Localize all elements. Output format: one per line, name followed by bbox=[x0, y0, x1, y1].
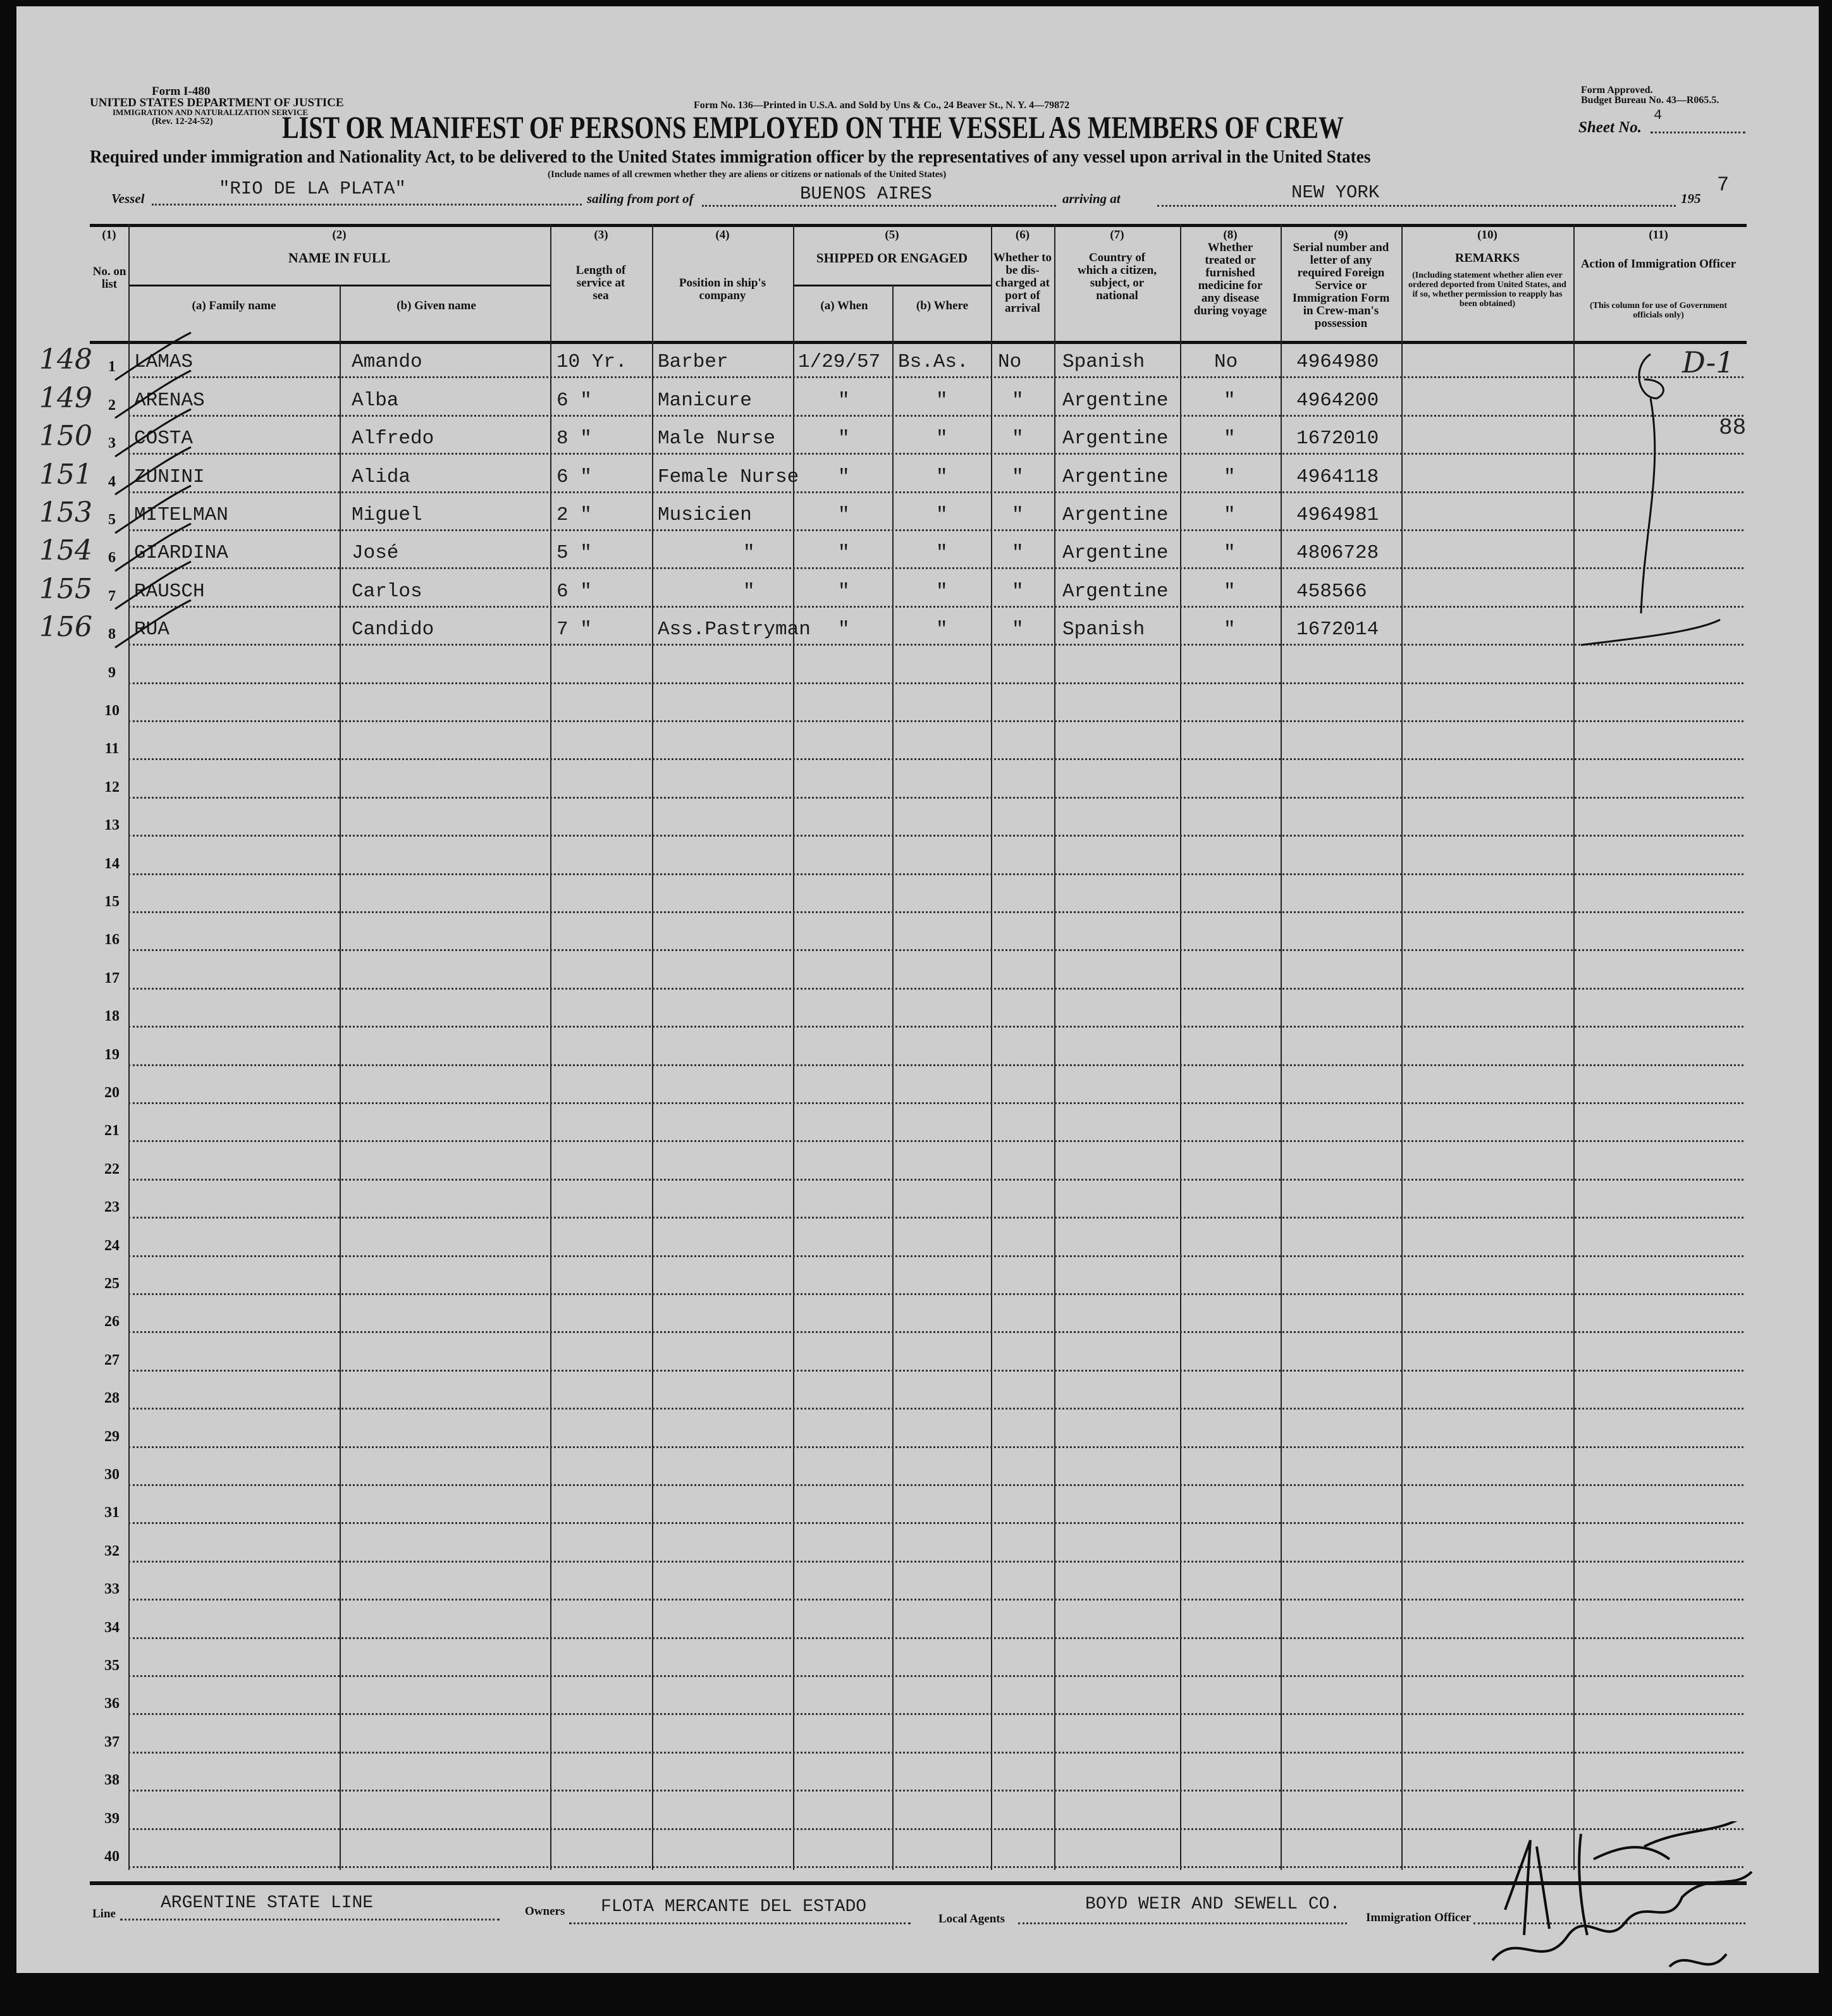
position: Barber bbox=[658, 351, 728, 374]
shipped-where: " bbox=[936, 542, 948, 565]
line-number: 33 bbox=[104, 1581, 120, 1598]
position: " bbox=[743, 542, 755, 565]
col10-header: REMARKS bbox=[1454, 251, 1520, 265]
shipped-where: " bbox=[936, 503, 948, 526]
line-value: ARGENTINE STATE LINE bbox=[161, 1893, 374, 1913]
family-name: MITELMAN bbox=[134, 503, 228, 526]
handwritten-crew-number: 149 bbox=[39, 381, 92, 414]
col11-note: (This column for use of Government officials only) bbox=[1589, 301, 1728, 320]
arrival-port: NEW YORK bbox=[1291, 182, 1380, 203]
line-number: 31 bbox=[104, 1504, 120, 1521]
serial-number: 4964981 bbox=[1296, 503, 1379, 526]
row-dotted-line bbox=[128, 988, 1743, 990]
handwritten-crew-number: 153 bbox=[39, 496, 92, 529]
shipped-when: " bbox=[838, 503, 850, 526]
length-of-service: 10 Yr. bbox=[556, 351, 627, 374]
line-number: 9 bbox=[108, 664, 116, 681]
col6-header: Whether to be dis-charged at port of arrival bbox=[993, 251, 1052, 315]
country: Argentine bbox=[1062, 389, 1169, 412]
row-dotted-line bbox=[128, 1140, 1743, 1142]
col3-number: (3) bbox=[594, 228, 608, 242]
medicine: " bbox=[1224, 618, 1236, 641]
row-dotted-line bbox=[128, 1790, 1743, 1792]
shipped-when: " bbox=[838, 580, 850, 603]
shipped-when: " bbox=[838, 465, 850, 488]
line-number: 24 bbox=[104, 1237, 120, 1254]
shipped-when: " bbox=[838, 427, 850, 450]
line-number: 35 bbox=[104, 1657, 120, 1674]
country: Argentine bbox=[1062, 580, 1169, 603]
row-dotted-line bbox=[128, 1370, 1743, 1372]
row-dotted-line bbox=[128, 1179, 1743, 1181]
officer-label: Immigration Officer bbox=[1366, 1911, 1472, 1924]
family-name: ZUNINI bbox=[134, 465, 205, 488]
family-name: RAUSCH bbox=[134, 580, 205, 603]
shipped-when: " bbox=[838, 618, 850, 641]
length-of-service: 2 " bbox=[556, 503, 592, 526]
form-number: Form I-480 bbox=[152, 85, 211, 98]
given-name: Alida bbox=[352, 465, 411, 488]
col1-header: No. on list bbox=[92, 265, 126, 291]
row-dotted-line bbox=[128, 1637, 1743, 1639]
row-dotted-line bbox=[128, 1522, 1743, 1524]
table-row bbox=[39, 419, 1743, 457]
col5b-header: (b) Where bbox=[916, 299, 969, 312]
table-row bbox=[39, 610, 1743, 648]
col2b-header: (b) Given name bbox=[397, 299, 476, 312]
line-number: 5 bbox=[108, 512, 116, 528]
line-number: 19 bbox=[104, 1046, 120, 1063]
row-dotted-line bbox=[128, 797, 1743, 799]
col2-header: NAME IN FULL bbox=[288, 250, 391, 266]
table-row bbox=[39, 495, 1743, 533]
serial-number: 4964980 bbox=[1296, 351, 1379, 374]
agents-underline bbox=[1018, 1922, 1347, 1924]
line-number: 21 bbox=[104, 1122, 120, 1140]
medicine: " bbox=[1224, 465, 1236, 488]
line-number: 40 bbox=[104, 1848, 120, 1865]
line-number: 12 bbox=[104, 778, 120, 796]
col7-number: (7) bbox=[1110, 228, 1124, 242]
row-dotted-line bbox=[128, 1102, 1743, 1104]
discharge: " bbox=[1012, 618, 1024, 641]
col9-number: (9) bbox=[1334, 228, 1348, 242]
row-dotted-line bbox=[128, 720, 1743, 722]
line-number: 30 bbox=[104, 1466, 120, 1483]
officer-mark: D-1 bbox=[1682, 345, 1735, 379]
country: Spanish bbox=[1062, 618, 1145, 641]
col4-number: (4) bbox=[715, 228, 730, 242]
row-dotted-line bbox=[128, 1713, 1743, 1715]
shipped-when: " bbox=[838, 389, 850, 412]
owners-value: FLOTA MERCANTE DEL ESTADO bbox=[601, 1897, 867, 1917]
line-number: 16 bbox=[104, 931, 120, 949]
service: IMMIGRATION AND NATURALIZATION SERVICE bbox=[113, 108, 309, 117]
table-row bbox=[39, 533, 1743, 571]
line-number: 11 bbox=[104, 741, 120, 758]
col11-number: (11) bbox=[1649, 228, 1668, 242]
serial-number: 4964200 bbox=[1296, 389, 1379, 412]
handwritten-crew-number: 150 bbox=[39, 420, 92, 453]
line-number: 10 bbox=[104, 703, 120, 719]
row-dotted-line bbox=[128, 758, 1743, 760]
handwritten-crew-number: 154 bbox=[39, 534, 92, 567]
table-row bbox=[39, 380, 1743, 418]
line-number: 22 bbox=[104, 1160, 120, 1177]
budget-bureau: Budget Bureau No. 43—R065.5. bbox=[1581, 95, 1719, 106]
officer-signature bbox=[1480, 1821, 1809, 1998]
printer-note: Form No. 136—Printed in U.S.A. and Sold by Uns & Co., 24 Beaver St., N. Y. 4—79872 bbox=[694, 100, 1070, 111]
position: Male Nurse bbox=[658, 427, 776, 450]
col2-number: (2) bbox=[332, 228, 347, 242]
position: Musicien bbox=[658, 503, 752, 526]
row-dotted-line bbox=[128, 1331, 1743, 1333]
position: Female Nurse bbox=[658, 465, 799, 488]
row-dotted-line bbox=[128, 949, 1743, 951]
discharge: " bbox=[1012, 503, 1024, 526]
shipped-where: " bbox=[936, 580, 948, 603]
table-row bbox=[39, 457, 1743, 495]
length-of-service: 7 " bbox=[556, 618, 592, 641]
medicine: " bbox=[1224, 427, 1236, 450]
position: " bbox=[743, 580, 755, 603]
line-number: 25 bbox=[104, 1275, 120, 1292]
arriving-label: arriving at bbox=[1062, 191, 1121, 206]
row-dotted-line bbox=[128, 682, 1743, 684]
line-number: 6 bbox=[108, 550, 116, 567]
line-number: 20 bbox=[104, 1085, 120, 1101]
col3-header: Length of service at sea bbox=[575, 264, 626, 302]
position: Ass.Pastryman bbox=[658, 618, 811, 641]
row-dotted-line bbox=[128, 1484, 1743, 1486]
serial-number: 1672010 bbox=[1296, 427, 1379, 450]
handwritten-crew-number: 151 bbox=[39, 458, 92, 491]
family-name: GIARDINA bbox=[134, 542, 228, 565]
revision: (Rev. 12-24-52) bbox=[152, 116, 213, 126]
col11-header: Action of Immigration Officer bbox=[1580, 257, 1737, 271]
shipped-where: " bbox=[936, 389, 948, 412]
check-mark-icon bbox=[109, 597, 197, 654]
col8-number: (8) bbox=[1223, 228, 1238, 242]
discharge: No bbox=[998, 351, 1022, 374]
row-dotted-line bbox=[128, 1561, 1743, 1563]
given-name: Candido bbox=[352, 618, 434, 641]
row-dotted-line bbox=[128, 1752, 1743, 1754]
line-number: 28 bbox=[104, 1390, 120, 1407]
table-row bbox=[39, 342, 1743, 380]
row-dotted-line bbox=[128, 1026, 1743, 1028]
col6-number: (6) bbox=[1015, 228, 1030, 242]
row-dotted-line bbox=[128, 911, 1743, 913]
line-label: Line bbox=[92, 1907, 116, 1921]
discharge: " bbox=[1012, 542, 1024, 565]
line-number: 39 bbox=[104, 1810, 120, 1827]
country: Argentine bbox=[1062, 542, 1169, 565]
medicine: " bbox=[1224, 542, 1236, 565]
port-line bbox=[702, 205, 1056, 207]
medicine: " bbox=[1224, 389, 1236, 412]
line-number: 29 bbox=[104, 1428, 120, 1445]
owners-label: Owners bbox=[525, 1905, 565, 1918]
shipped-where: Bs.As. bbox=[898, 351, 969, 374]
col5-number: (5) bbox=[885, 228, 899, 242]
given-name: Carlos bbox=[352, 580, 422, 603]
page-title: LIST OR MANIFEST OF PERSONS EMPLOYED ON THE VESSEL AS MEMBERS OF CREW bbox=[282, 109, 1344, 145]
include-note: (Include names of all crewmen whether they are aliens or citizens or nationals of the United States) bbox=[548, 169, 947, 180]
sheet-number: 4 bbox=[1654, 108, 1663, 123]
line-number: 1 bbox=[108, 359, 116, 376]
line-number: 8 bbox=[108, 626, 116, 643]
vessel-line bbox=[152, 204, 582, 206]
length-of-service: 5 " bbox=[556, 542, 592, 565]
medicine: " bbox=[1224, 580, 1236, 603]
row-dotted-line bbox=[128, 1217, 1743, 1219]
discharge: " bbox=[1012, 580, 1024, 603]
line-number: 7 bbox=[108, 587, 116, 605]
port-of-departure: BUENOS AIRES bbox=[800, 183, 932, 204]
shipped-when: 1/29/57 bbox=[798, 351, 881, 374]
sheet-line bbox=[1651, 132, 1745, 133]
col4-header: Position in ship's company bbox=[679, 276, 766, 302]
country: Spanish bbox=[1062, 351, 1145, 374]
country: Argentine bbox=[1062, 427, 1169, 450]
medicine: No bbox=[1214, 351, 1238, 374]
family-name: LAMAS bbox=[134, 351, 194, 374]
serial-number: 458566 bbox=[1296, 580, 1367, 603]
officer-bracket-stroke bbox=[1568, 341, 1758, 658]
row-dotted-line bbox=[128, 1599, 1743, 1601]
line-number: 18 bbox=[104, 1008, 120, 1025]
form-approved: Form Approved. bbox=[1581, 85, 1653, 95]
family-name: RUA bbox=[134, 618, 169, 641]
line-number: 3 bbox=[108, 435, 116, 452]
col8-header: Whether treated or furnished medicine for any disease during voyage bbox=[1193, 241, 1267, 317]
discharge: " bbox=[1012, 389, 1024, 412]
shipped-where: " bbox=[936, 427, 948, 450]
handwritten-crew-number: 155 bbox=[39, 572, 92, 605]
sailing-label: sailing from port of bbox=[587, 191, 694, 206]
row-dotted-line bbox=[128, 873, 1743, 875]
vessel-label: Vessel bbox=[111, 191, 145, 206]
length-of-service: 6 " bbox=[556, 465, 592, 488]
given-name: Alfredo bbox=[352, 427, 434, 450]
subtitle: Required under immigration and Nationality Act, to be delivered to the United States immigration officer by the representatives of any vessel upon arrival in the United States bbox=[90, 147, 1371, 167]
serial-number: 4964118 bbox=[1296, 465, 1379, 488]
country: Argentine bbox=[1062, 465, 1169, 488]
family-name: ARENAS bbox=[134, 389, 205, 412]
line-number: 36 bbox=[104, 1695, 120, 1712]
line-number: 37 bbox=[104, 1733, 120, 1750]
shipped-when: " bbox=[838, 542, 850, 565]
col5-header: SHIPPED OR ENGAGED bbox=[816, 250, 968, 266]
length-of-service: 6 " bbox=[556, 389, 592, 412]
given-name: Alba bbox=[352, 389, 399, 412]
position: Manicure bbox=[658, 389, 752, 412]
line-number: 4 bbox=[108, 473, 116, 490]
arrival-line bbox=[1157, 205, 1676, 207]
sheet-label: Sheet No. bbox=[1578, 119, 1642, 136]
col10-note: (Including statement whether alien ever ordered deported from United States, and if so, whether permission to reapply has been obtained) bbox=[1408, 271, 1566, 309]
shipped-where: " bbox=[936, 618, 948, 641]
discharge: " bbox=[1012, 465, 1024, 488]
row-dotted-line bbox=[128, 835, 1743, 837]
line-number: 26 bbox=[104, 1313, 120, 1331]
line-number: 13 bbox=[104, 817, 120, 834]
serial-number: 4806728 bbox=[1296, 542, 1379, 565]
line-number: 14 bbox=[104, 855, 120, 872]
table-row bbox=[39, 571, 1743, 609]
line-number: 34 bbox=[104, 1619, 120, 1636]
table-top-rule bbox=[90, 224, 1747, 227]
col9-header: Serial number and letter of any required Foreign Service or Immigration Form in Crew-man's possession bbox=[1292, 241, 1390, 330]
line-number: 27 bbox=[104, 1351, 120, 1368]
row-dotted-line bbox=[128, 1675, 1743, 1677]
length-of-service: 8 " bbox=[556, 427, 592, 450]
line-number: 17 bbox=[104, 969, 120, 986]
line-number: 2 bbox=[108, 396, 116, 414]
vessel-name: "RIO DE LA PLATA" bbox=[219, 178, 406, 199]
row-dotted-line bbox=[128, 1293, 1743, 1295]
col2a-header: (a) Family name bbox=[192, 299, 276, 312]
line-number: 38 bbox=[104, 1772, 120, 1789]
year-label: 195 bbox=[1681, 191, 1701, 206]
handwritten-crew-number: 148 bbox=[39, 343, 92, 376]
given-name: Miguel bbox=[352, 503, 422, 526]
line-number: 23 bbox=[104, 1199, 120, 1216]
row-dotted-line bbox=[128, 1408, 1743, 1410]
agents-value: BOYD WEIR AND SEWELL CO. bbox=[1085, 1895, 1341, 1914]
handwritten-crew-number: 156 bbox=[39, 611, 92, 644]
department: UNITED STATES DEPARTMENT OF JUSTICE bbox=[90, 96, 344, 109]
serial-number: 1672014 bbox=[1296, 618, 1379, 641]
row-dotted-line bbox=[128, 1064, 1743, 1066]
length-of-service: 6 " bbox=[556, 580, 592, 603]
col7-header: Country of which a citizen, subject, or national bbox=[1077, 251, 1157, 302]
given-name: Amando bbox=[352, 351, 422, 374]
shipped-where: " bbox=[936, 465, 948, 488]
row-dotted-line bbox=[128, 1255, 1743, 1257]
col5a-header: (a) When bbox=[820, 299, 868, 312]
medicine: " bbox=[1224, 503, 1236, 526]
country: Argentine bbox=[1062, 503, 1169, 526]
discharge: " bbox=[1012, 427, 1024, 450]
family-name: COSTA bbox=[134, 427, 194, 450]
agents-label: Local Agents bbox=[938, 1912, 1005, 1926]
col1-number: (1) bbox=[102, 228, 116, 242]
margin-note: 88 bbox=[1719, 415, 1747, 441]
given-name: José bbox=[352, 542, 399, 565]
col10-number: (10) bbox=[1477, 228, 1497, 242]
line-number: 32 bbox=[104, 1542, 120, 1559]
owners-underline bbox=[569, 1922, 911, 1924]
line-number: 15 bbox=[104, 894, 120, 910]
row-dotted-line bbox=[128, 1446, 1743, 1448]
line-underline bbox=[120, 1919, 500, 1921]
year-digit: 7 bbox=[1717, 173, 1730, 197]
